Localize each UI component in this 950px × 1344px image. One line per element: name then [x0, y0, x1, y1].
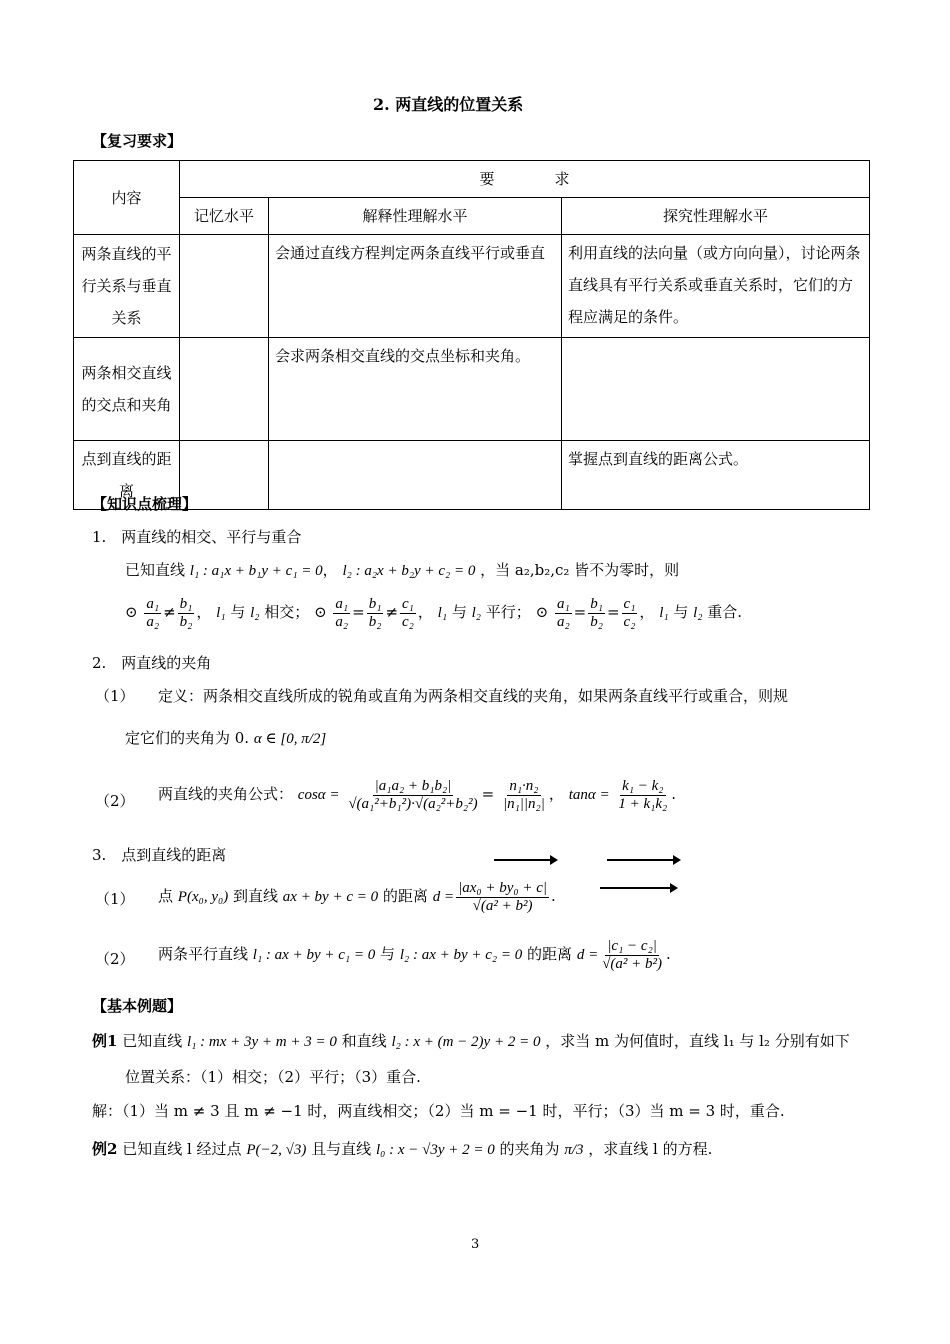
k1-intersect: 相交；	[264, 603, 310, 621]
k2-def2-line	[125, 727, 326, 748]
ex2-point: P(−2, √3)	[246, 1142, 307, 1158]
header-memory: 记忆水平	[180, 198, 269, 235]
header-explore: 探究性理解水平	[562, 198, 870, 235]
k2-def: 定义：两条相交直线所成的锐角或直角为两条相交直线的夹角，如果两条直线平行或重合，则规	[158, 687, 789, 705]
k3-p1-label: （1）	[95, 890, 135, 908]
table-row	[74, 235, 870, 338]
tan-lhs: tanα =	[568, 787, 610, 803]
k1-conditions: ⊙ $\frac{\text{a₁}}{\text{a₂}}$ ≠ $\frac{\text{b₁}}{\text{b₂}}$ ， l₁ 与 l₂ 相交； ⊙ $\frac{\text{a₁}}{\text{a₂}}$ = $\frac{\text{b₁}}{\text{b₂}}$ ≠ $\frac{\text{c₁}}{\text{c₂}}$ ， l₁ 与 l₂ 平行； ⊙ $\frac{\text{a₁}}{\text{a₂}}$ = $\frac{\text{b₁}}{\text{b₂}}$ = $\frac{\text{c₁}}{\text{c₂}}$ ， l₁ 与 l₂ 重合.	[125, 596, 743, 630]
k1-parallel: 平行；	[485, 603, 531, 621]
ex1-l2: l₂ : x + (m − 2)y + 2 = 0	[391, 1034, 541, 1050]
row-explain: 会通过直线方程判定两条直线平行或垂直	[269, 235, 562, 338]
k3-p1-line: 点 P(x₀, y₀) 到直线 ax + by + c = 0 的距离 d = $\frac{\text{|ax₀ + by₀ + c|}}{\text{√(a² + b²)}}$ .	[158, 880, 556, 914]
header-explain: 解释性理解水平	[269, 198, 562, 235]
row-memory	[180, 338, 269, 441]
k1-given: 已知直线	[125, 561, 186, 579]
ex2-label: 例2	[92, 1140, 118, 1158]
k3-p2-l2: l₂ : ax + by + c₂ = 0	[399, 947, 523, 963]
k3-p2-line: 两条平行直线 l₁ : ax + by + c₁ = 0 与 l₂ : ax + by + c₂ = 0 的距离 d = $\frac{\text{|c₁ − c₂|}}{\text{√(a² + b²)}}$ .	[158, 938, 671, 972]
ex2-text2: 且与直线	[311, 1140, 372, 1158]
k3-heading: 3. 点到直线的距离	[92, 846, 227, 864]
page-title: 2. 两直线的位置关系	[373, 95, 524, 114]
k3-p1-mid: 到直线	[232, 887, 278, 905]
k2-formula-label: （2）	[95, 792, 135, 810]
row-explore: 利用直线的法向量（或方向向量），讨论两条直线具有平行关系或垂直关系时，它们的方程应满足的条件。	[562, 235, 870, 338]
k2-def2: 定它们的夹角为 0.	[125, 729, 250, 747]
row-content: 点到直线的距离	[74, 441, 180, 510]
requirements-table	[73, 160, 870, 510]
section-knowledge: 【知识点梳理】	[92, 495, 198, 513]
k3-p1: 点	[158, 887, 174, 905]
ex1-text3: 位置关系：（1）相交；（2）平行；（3）重合.	[125, 1068, 421, 1086]
ex1-text1: 已知直线	[122, 1032, 183, 1050]
table-row	[74, 338, 870, 441]
k3-p2-and: 与	[380, 945, 396, 963]
k3-p1-end: 的距离	[382, 887, 428, 905]
k3-p2-end: 的距离	[527, 945, 573, 963]
ex1-and: 和直线	[341, 1032, 387, 1050]
k3-p2-l1: l₁ : ax + by + c₁ = 0	[252, 947, 376, 963]
row-content: 两条直线的平行关系与垂直关系	[74, 235, 180, 338]
k2-heading: 2. 两直线的夹角	[92, 654, 212, 672]
ex2-text4: ，求直线 l 的方程.	[588, 1140, 713, 1158]
k1-cond: ，当 a₂,b₂,c₂ 皆不为零时，则	[480, 561, 680, 579]
row-explore	[562, 338, 870, 441]
bullet-icon: ⊙	[314, 603, 327, 621]
k1-eq1: l₁ : a₁x + b₁y + c₁ = 0	[189, 563, 323, 579]
header-content: 内容	[74, 161, 180, 235]
row-explore: 掌握点到直线的距离公式。	[562, 441, 870, 510]
k2-formula: 两直线的夹角公式：	[158, 785, 294, 803]
row-explain: 会求两条相交直线的交点坐标和夹角。	[269, 338, 562, 441]
vector-arrow	[494, 859, 556, 861]
alpha-range: α ∈ [0, π/2]	[253, 731, 327, 747]
example-1-line1	[92, 1030, 850, 1051]
k1-eq2: l₂ : a₂x + b₂y + c₂ = 0	[342, 563, 476, 579]
k3-p1-line-eq: ax + by + c = 0	[282, 889, 379, 905]
cos-lhs: cosα =	[297, 787, 340, 803]
k1-coincide: 重合.	[707, 603, 743, 621]
k2-formula-line: 两直线的夹角公式： cosα = $\frac{\text{|a₁a₂ + b₁b₂|}}{\text{√(a₁²+b₁²)·√(a₂²+b₂²)}}$ = $\frac{\text{n₁·n₂}}{\text{|n₁||n₂|}}$ ， tanα = $\frac{\text{k₁ − k₂}}{\text{1 + k₁k₂}}$ .	[158, 778, 677, 812]
row-content: 两条相交直线的交点和夹角	[74, 338, 180, 441]
ex2-angle: π/3	[564, 1142, 584, 1158]
bullet-icon: ⊙	[125, 603, 138, 621]
bullet-icon: ⊙	[535, 603, 549, 621]
page-number: 3	[471, 1237, 480, 1252]
ex2-l0: l₀ : x − √3y + 2 = 0	[375, 1142, 495, 1158]
ex1-text2: ，求当 m 为何值时，直线 l₁ 与 l₂ 分别有如下	[545, 1032, 850, 1050]
vector-arrow	[600, 887, 676, 889]
header-requirement: 要 求	[180, 161, 870, 198]
ex2-text1: 已知直线 l 经过点	[122, 1140, 242, 1158]
ex1-label: 例1	[92, 1032, 118, 1050]
k1-given-line: 已知直线 l₁ : a₁x + b₁y + c₁ = 0， l₂ : a₂x + b₂y + c₂ = 0 ，当 a₂,b₂,c₂ 皆不为零时，则	[125, 561, 680, 579]
k2-def-label: （1）	[95, 687, 135, 705]
k3-p2-label: （2）	[95, 950, 135, 968]
row-explain	[269, 441, 562, 510]
section-review: 【复习要求】	[92, 132, 183, 150]
vector-arrow	[607, 859, 679, 861]
ex1-solution: 解：（1）当 m ≠ 3 且 m ≠ −1 时，两直线相交；（2）当 m = −1 时，平行；（3）当 m = 3 时，重合.	[92, 1102, 785, 1120]
k1-heading: 1. 两直线的相交、平行与重合	[92, 528, 302, 546]
k3-p2: 两条平行直线	[158, 945, 249, 963]
example-2-line	[92, 1138, 712, 1159]
ex1-l1: l₁ : mx + 3y + m + 3 = 0	[187, 1034, 337, 1050]
row-memory	[180, 235, 269, 338]
point-p: P(x₀, y₀)	[177, 889, 229, 905]
section-examples: 【基本例题】	[92, 997, 183, 1015]
ex2-text3: 的夹角为	[499, 1140, 560, 1158]
